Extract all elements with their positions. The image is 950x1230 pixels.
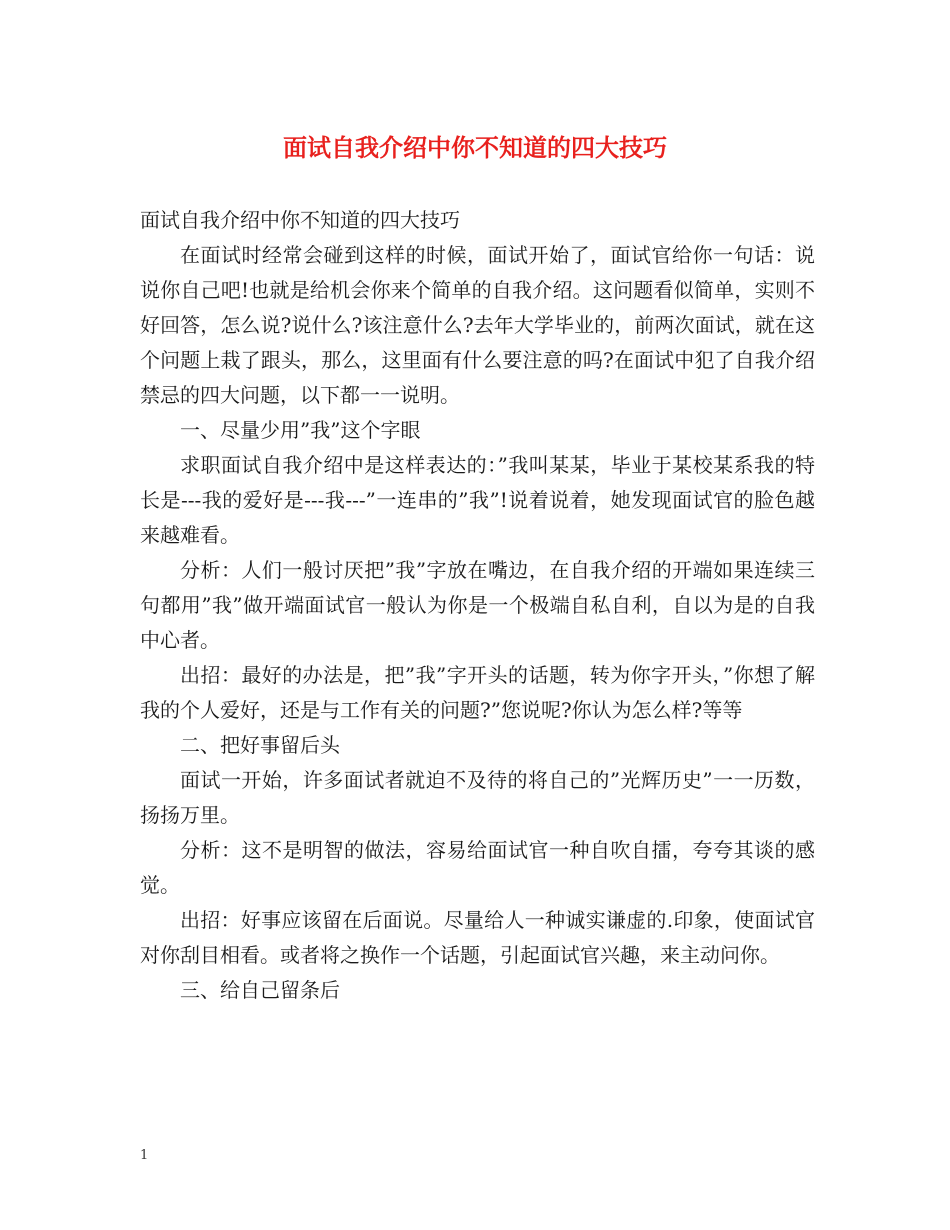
document-body bbox=[140, 203, 815, 1008]
paragraph: 在面试时经常会碰到这样的时候，面试开始了，面试官给你一句话：说说你自己吧!也就是给机会你来个简单的自我介绍。这问题看似简单，实则不好回答，怎么说?说什么?该注意什么?去年大学毕业的，前两次面试，就在这个问题上栽了跟头，那么，这里面有什么要注意的吗?在面试中犯了自我介绍禁忌的四大问题，以下都一一说明。 bbox=[140, 243, 815, 407]
paragraph: 三、给自己留条后 bbox=[180, 978, 340, 1002]
paragraph: 面试一开始，许多面试者就迫不及待的将自己的”光辉历史”一一历数，扬扬万里。 bbox=[140, 768, 815, 827]
page-number: 1 bbox=[140, 1148, 149, 1163]
paragraph: 出招：最好的办法是，把”我”字开头的话题，转为你字开头，”你想了解我的个人爱好，还是与工作有关的问题?”您说呢?你认为怎么样?等等 bbox=[140, 663, 815, 722]
document-title: 面试自我介绍中你不知道的四大技巧 bbox=[283, 133, 667, 162]
paragraph: 求职面试自我介绍中是这样表达的：”我叫某某，毕业于某校某系我的特长是---我的爱好是---我---”一连串的”我”!说着说着，她发现面试官的脸色越来越难看。 bbox=[140, 453, 815, 547]
paragraph: 分析：人们一般讨厌把”我”字放在嘴边，在自我介绍的开端如果连续三句都用”我”做开端面试官一般认为你是一个极端自私自利，自以为是的自我中心者。 bbox=[140, 558, 815, 652]
paragraph: 面试自我介绍中你不知道的四大技巧 bbox=[140, 208, 460, 232]
paragraph: 分析：这不是明智的做法，容易给面试官一种自吹自擂，夸夸其谈的感觉。 bbox=[140, 838, 815, 897]
paragraph: 二、把好事留后头 bbox=[180, 733, 340, 757]
paragraph: 一、尽量少用”我”这个字眼 bbox=[180, 418, 421, 442]
paragraph: 出招：好事应该留在后面说。尽量给人一种诚实谦虚的.印象，使面试官对你刮目相看。或者将之换作一个话题，引起面试官兴趣，来主动问你。 bbox=[140, 908, 815, 967]
